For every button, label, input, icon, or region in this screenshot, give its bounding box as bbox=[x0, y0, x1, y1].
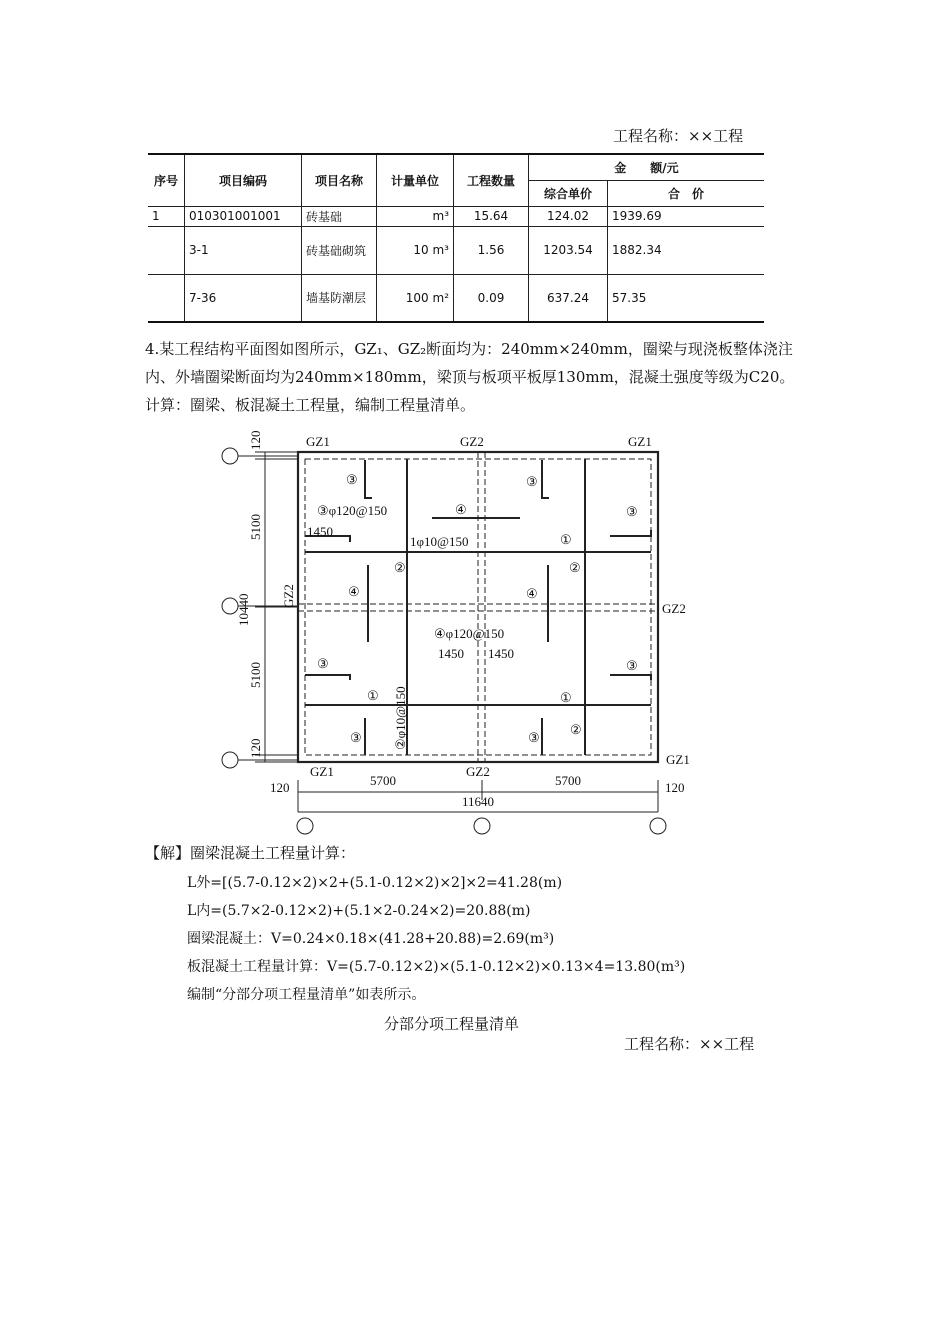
mark-1: ① bbox=[367, 688, 379, 703]
cell-unit-price: 637.24 bbox=[529, 274, 608, 322]
header-name: 项目名称 bbox=[302, 154, 377, 206]
formula-l-outer: L外=[(5.7-0.12×2)×2+(5.1-0.12×2)×2]×2=41.28(m) bbox=[187, 875, 563, 891]
mark-4: ④ bbox=[455, 502, 467, 517]
dim-1450-c: 1450 bbox=[488, 646, 514, 661]
table-row bbox=[148, 206, 764, 226]
rebar-1-label: 1φ10@150 bbox=[410, 534, 469, 549]
dim-120-right: 120 bbox=[665, 780, 685, 795]
problem-line-3: 计算：圈梁、板混凝土工程量，编制工程量清单。 bbox=[145, 396, 476, 414]
compile-note: 编制“分部分项工程量清单”如表所示。 bbox=[187, 987, 426, 1003]
cell-name: 砖基础 bbox=[302, 206, 377, 226]
cell-seq: 1 bbox=[148, 206, 185, 226]
mark-3: ③ bbox=[626, 504, 638, 519]
gz2-label-right: GZ2 bbox=[662, 601, 686, 616]
mark-2: ② bbox=[394, 560, 406, 575]
cell-name: 砖基础砌筑 bbox=[302, 226, 377, 274]
mark-3: ③ bbox=[350, 730, 362, 745]
header-total: 合 价 bbox=[608, 180, 765, 206]
list-title: 分部分项工程量清单 bbox=[384, 1015, 520, 1033]
rebar-3-label: ③φ120@150 bbox=[317, 503, 388, 518]
dim-5700-right: 5700 bbox=[555, 773, 581, 788]
cell-unit: 10 m³ bbox=[377, 226, 454, 274]
mark-3: ③ bbox=[317, 656, 329, 671]
mark-3: ③ bbox=[528, 730, 540, 745]
header-unit-price: 综合单价 bbox=[529, 180, 608, 206]
cell-unit-price: 1203.54 bbox=[529, 226, 608, 274]
dim-5100-top: 5100 bbox=[248, 514, 263, 540]
gz2-label-left: GZ2 bbox=[281, 584, 296, 608]
mark-4: ④ bbox=[526, 586, 538, 601]
mark-2: ② bbox=[570, 722, 582, 737]
dim-5100-bottom: 5100 bbox=[248, 662, 263, 688]
mark-3: ③ bbox=[346, 472, 358, 487]
project-name-top: 工程名称：××工程 bbox=[613, 127, 744, 145]
project-name-bottom: 工程名称：××工程 bbox=[624, 1035, 755, 1053]
problem-line-1: 4.某工程结构平面图如图所示，GZ₁、GZ₂断面均为：240mm×240mm，圈梁与现浇板整体浇注 bbox=[145, 340, 793, 358]
cell-qty: 15.64 bbox=[454, 206, 529, 226]
cell-qty: 1.56 bbox=[454, 226, 529, 274]
problem-line-2: 内、外墙圈梁断面均为240mm×180mm，梁顶与板项平板厚130mm，混凝土强度等级为C20。 bbox=[145, 368, 795, 386]
cell-unit: m³ bbox=[377, 206, 454, 226]
gz1-label-tr: GZ1 bbox=[628, 434, 652, 449]
cell-code: 010301001001 bbox=[185, 206, 302, 226]
cell-total: 1939.69 bbox=[608, 206, 765, 226]
dim-1450-a: 1450 bbox=[307, 524, 333, 539]
dim-1450-b: 1450 bbox=[438, 646, 464, 661]
dim-10440: 10440 bbox=[236, 593, 251, 626]
dim-120-top: 120 bbox=[248, 430, 263, 450]
structural-plan-drawing bbox=[210, 420, 710, 844]
rebar-4-label: ④φ120@150 bbox=[434, 626, 505, 641]
cell-seq bbox=[148, 274, 185, 322]
gz1-label-tl: GZ1 bbox=[306, 434, 330, 449]
gz2-label-top: GZ2 bbox=[460, 434, 484, 449]
gz2-label-bottom: GZ2 bbox=[466, 764, 490, 779]
solution-heading: 【解】圈梁混凝土工程量计算： bbox=[145, 844, 356, 862]
dim-11640: 11640 bbox=[462, 794, 495, 809]
table-row bbox=[148, 274, 764, 322]
formula-ring-beam: 圈梁混凝土：V=0.24×0.18×(41.28+20.88)=2.69(m³) bbox=[187, 931, 555, 947]
dim-120-left: 120 bbox=[270, 780, 290, 795]
cell-total: 57.35 bbox=[608, 274, 765, 322]
rebar-2-label: ②φ10@150 bbox=[393, 686, 408, 750]
cost-table bbox=[148, 153, 764, 323]
cell-total: 1882.34 bbox=[608, 226, 765, 274]
cell-seq bbox=[148, 226, 185, 274]
formula-slab: 板混凝土工程量计算：V=(5.7-0.12×2)×(5.1-0.12×2)×0.13×4=13.80(m³) bbox=[187, 959, 686, 975]
cell-name: 墙基防潮层 bbox=[302, 274, 377, 322]
mark-3: ③ bbox=[626, 658, 638, 673]
mark-4: ④ bbox=[348, 584, 360, 599]
mark-3: ③ bbox=[526, 474, 538, 489]
mark-1: ① bbox=[560, 532, 572, 547]
cell-unit-price: 124.02 bbox=[529, 206, 608, 226]
mark-1: ① bbox=[560, 690, 572, 705]
header-amount: 金 额/元 bbox=[529, 154, 765, 180]
cell-code: 3-1 bbox=[185, 226, 302, 274]
table-row bbox=[148, 226, 764, 274]
header-unit: 计量单位 bbox=[377, 154, 454, 206]
header-qty: 工程数量 bbox=[454, 154, 529, 206]
dim-5700-left: 5700 bbox=[370, 773, 396, 788]
formula-l-inner: L内=(5.7×2-0.12×2)+(5.1×2-0.24×2)=20.88(m) bbox=[187, 903, 531, 919]
cell-unit: 100 m² bbox=[377, 274, 454, 322]
mark-2: ② bbox=[569, 560, 581, 575]
gz1-label-br: GZ1 bbox=[666, 752, 690, 767]
gz1-label-bl: GZ1 bbox=[310, 764, 334, 779]
cell-code: 7-36 bbox=[185, 274, 302, 322]
dim-120-bottom: 120 bbox=[248, 738, 263, 758]
header-seq: 序号 bbox=[148, 154, 185, 206]
header-code: 项目编码 bbox=[185, 154, 302, 206]
cell-qty: 0.09 bbox=[454, 274, 529, 322]
